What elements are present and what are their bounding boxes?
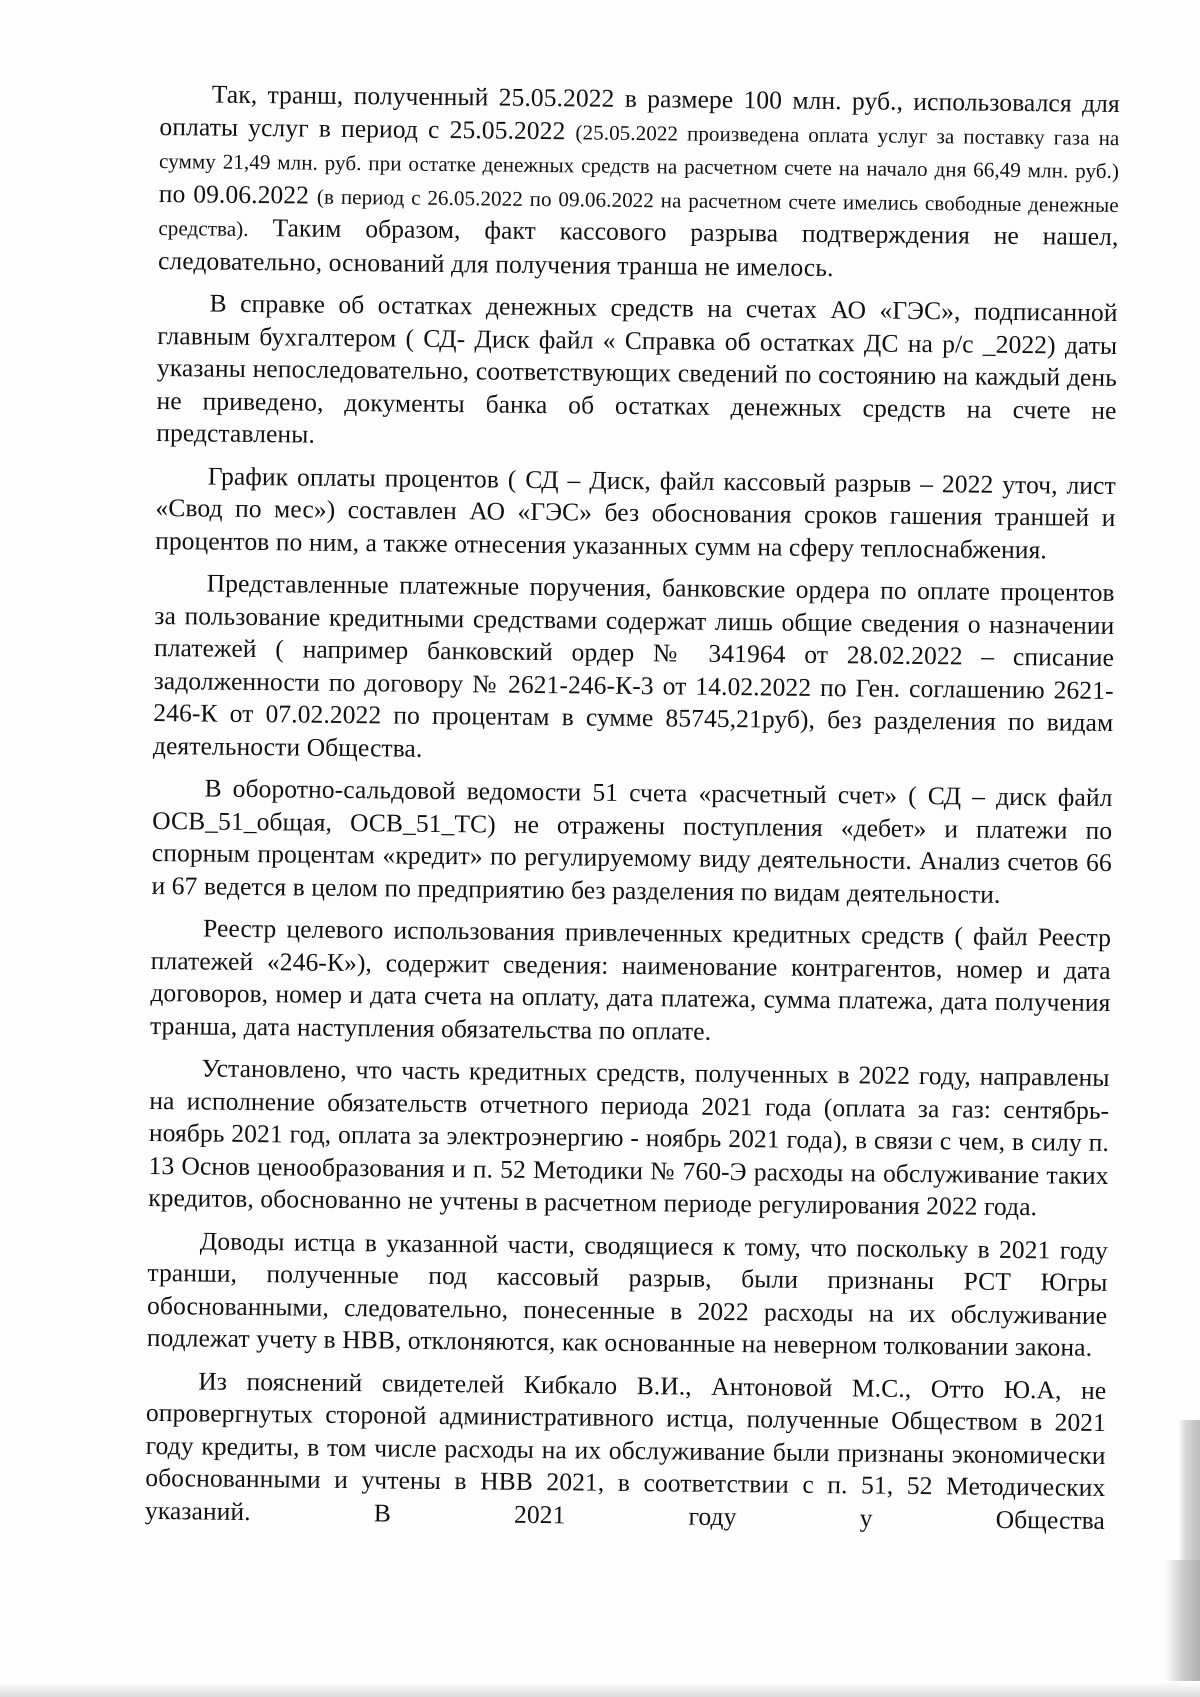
paragraph-witness-explanations: Из пояснений свидетелей Кибкало В.И., Антоновой М.С., Отто Ю.А, не опровергнутых стороной административного истца, полученные Обществом в 2021 году кредиты, в том числе расходы на их обслуживание были признаны экономически обоснованными и учтены в НВВ 2021, в соответствии с п. 51, 52 Методических указаний. В 2021 году у Общества	[144, 1365, 1107, 1535]
paragraph-note: (в период с 26.05.2022 по 09.06.2022 на расчетном счете имелись свободные денежные средства).	[158, 184, 1119, 241]
paragraph-interest-schedule: График оплаты процентов ( СД – Диск, файл кассовый разрыв – 2022 уточ, лист «Свод по мес») составлен АО «ГЭС» без обоснования сроков гашения траншей и процентов по ним, а также отнесения указанных сумм на сферу теплоснабжения.	[155, 461, 1116, 564]
paragraph-payment-orders: Представленные платежные поручения, банковские ордера по оплате процентов за пользование кредитными средствами содержат лишь общие сведения о назначении платежей ( например банковский ордер № 341964 от 28.02.2022 – списание задолженности по договору № 2621-246-К-3 от 14.02.2022 по Ген. соглашению 2621-246-К от 07.02.2022 по процентам в сумме 85745,21руб), без разделения по видам деятельности Общества.	[152, 568, 1115, 763]
paragraph-tranche-usage	[158, 78, 1120, 287]
paragraph-text: Так, транш, полученный 25.05.2022 в размере 100 млн. руб., использовался для оплаты услуг в период с 25.05.2022	[159, 79, 1120, 145]
paragraph-balance-certificate: В справке об остатках денежных средств на счетах АО «ГЭС», подписанной главным бухгалтером ( СД- Диск файл « Справка об остатках ДС на р/с _2022) даты указаны непоследовательно, соответствующих сведений по состоянию на каждый день не приведено, документы банка об остатках денежных средств на счете не представлены.	[156, 288, 1118, 449]
scan-shadow-corner	[1164, 1560, 1200, 1697]
paragraph-turnover-statement: В оборотно-сальдовой ведомости 51 счета «расчетный счет» ( СД – диск файл ОСВ_51_общая, ОСВ_51_ТС) не отражены поступления «дебет» и платежи по спорным процентам «кредит» по регулируемому виду деятельности. Анализ счетов 66 и 67 ведется в целом по предприятию без разделения по видам деятельности.	[151, 773, 1113, 909]
document-body	[145, 78, 1120, 1537]
paragraph-plaintiff-arguments: Доводы истца в указанной части, сводящиеся к тому, что поскольку в 2021 году транши, полученные под кассовый разрыв, были признаны РСТ Югры обоснованными, следовательно, понесенные в 2022 расходы на их обслуживание подлежат учету в НВВ, отклоняются, как основанные на неверном толковании закона.	[146, 1225, 1108, 1362]
paragraph-note: (25.05.2022 произведена оплата услуг за поставку газа на сумму 21,49 млн. руб. при остатке денежных средств на расчетном счете на начало дня 66,49 млн. руб.)	[159, 119, 1120, 184]
scan-bottom-edge	[0, 1681, 1200, 1697]
paragraph-text: Таким образом, факт кассового разрыва подтверждения не нашел, следовательно, оснований для получения транша не имелось.	[157, 212, 1119, 282]
paragraph-established-facts: Установлено, что часть кредитных средств, полученных в 2022 году, направлены на исполнение обязательств отчетного периода 2021 года (оплата за газ: сентябрь-ноябрь 2021 год, оплата за электроэнергию - ноябрь 2021 года), в связи с чем, в силу п. 13 Основ ценообразования и п. 52 Методики № 760-Э расходы на обслуживание таких кредитов, обоснованно не учтены в расчетном периоде регулирования 2022 года.	[148, 1053, 1110, 1222]
paragraph-target-use-register: Реестр целевого использования привлеченных кредитных средств ( файл Реестр платежей «246-К»), содержит сведения: наименование контрагентов, номер и дата договоров, номер и дата счета на оплату, дата платежа, сумма платежа, дата получения транша, дата наступления обязательства по оплате.	[149, 913, 1112, 1046]
paragraph-text: по 09.06.2022	[158, 178, 318, 210]
